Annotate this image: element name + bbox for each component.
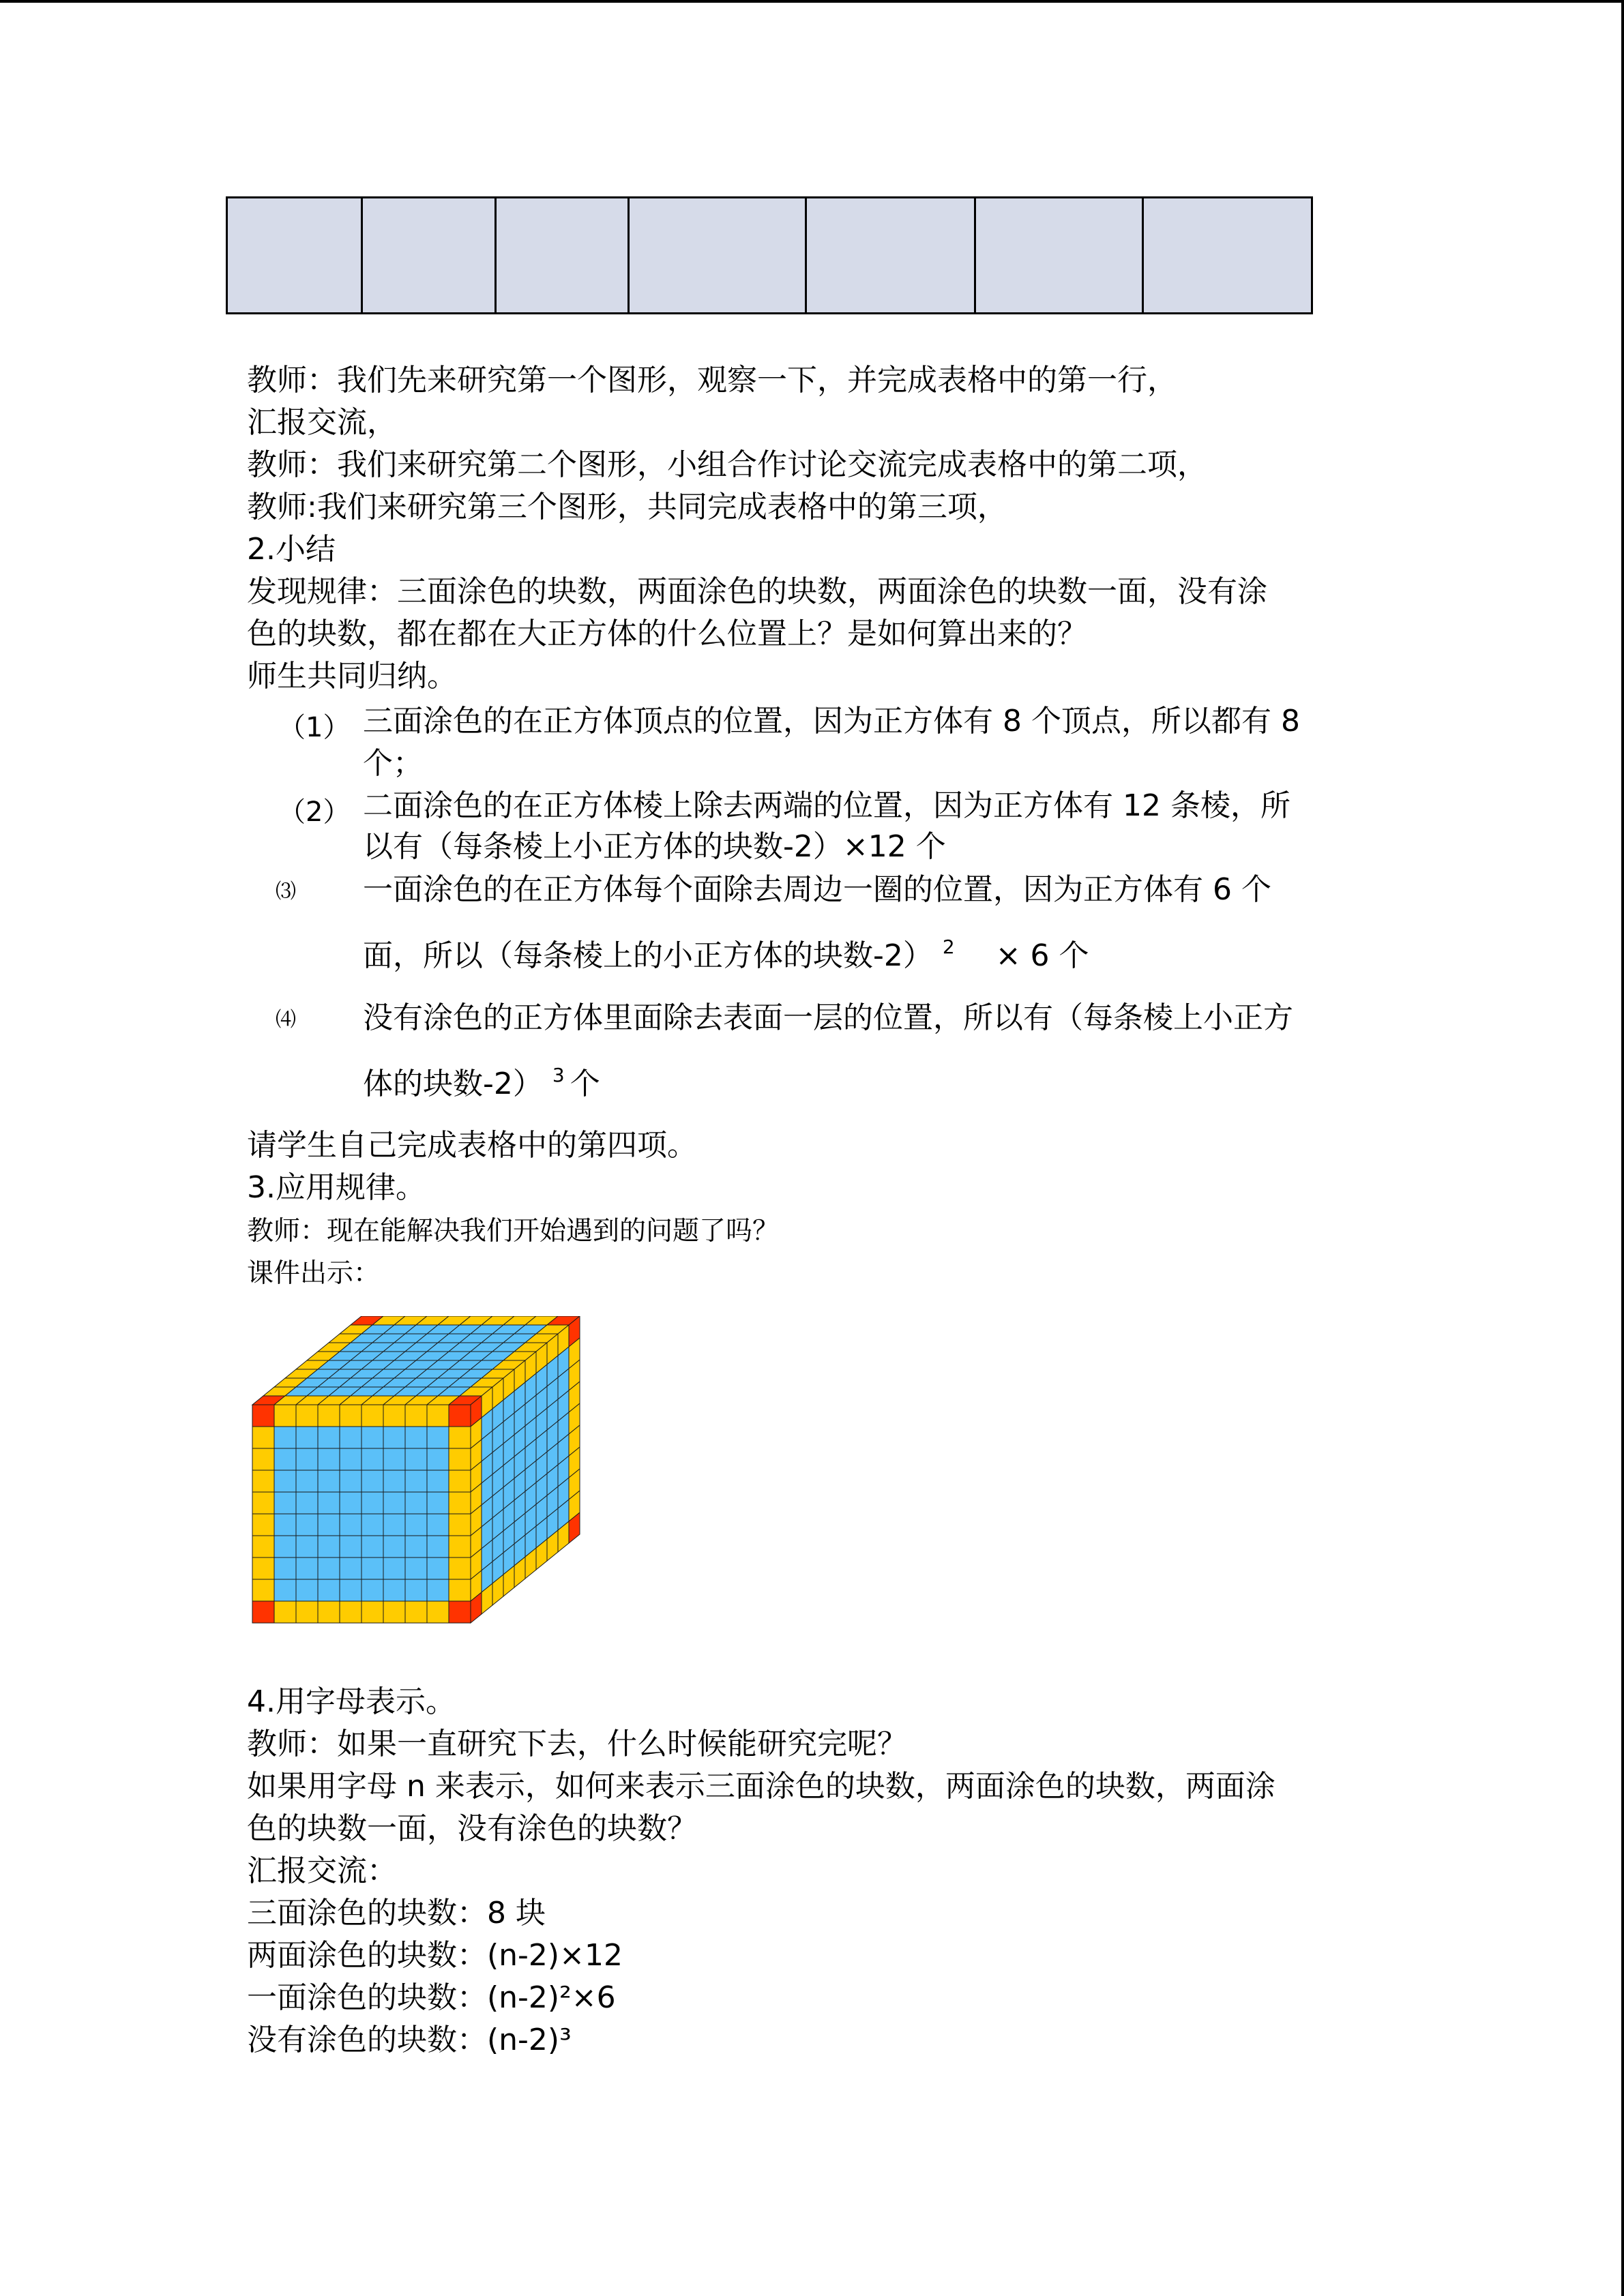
cube-front-square	[361, 1405, 383, 1427]
text-line: 汇报交流，	[247, 405, 397, 440]
cube-front-square	[318, 1579, 340, 1601]
section-heading: 3.应用规律。	[247, 1170, 426, 1205]
text-line: 教师:我们来研究第三个图形，共同完成表格中的第三项，	[247, 490, 1007, 524]
cube-front-square	[405, 1557, 427, 1579]
cube-front-square	[252, 1427, 274, 1448]
cube-front-square	[383, 1448, 405, 1470]
text-line: 两面涂色的块数：(n-2)×12	[247, 1938, 623, 1973]
cube-front-square	[383, 1492, 405, 1514]
cube-front-square	[427, 1492, 449, 1514]
section-heading: 4.用字母表示。	[247, 1684, 456, 1719]
cube-front-square	[252, 1536, 274, 1557]
cube-front-square	[449, 1601, 471, 1623]
cube-front-square	[340, 1492, 361, 1514]
list-item-text-tail: × 6 个	[995, 938, 1089, 973]
cube-front-square	[252, 1470, 274, 1492]
cube-front-square	[405, 1536, 427, 1557]
table-cell	[807, 198, 976, 312]
text-line: 教师：我们先来研究第一个图形，观察一下，并完成表格中的第一行，	[247, 363, 1177, 398]
cube-front-square	[383, 1601, 405, 1623]
list-item-text-main: 体的块数-2）	[363, 1067, 543, 1101]
cube-front-square	[274, 1427, 296, 1448]
cube-front-square	[340, 1427, 361, 1448]
table-cell	[976, 198, 1144, 312]
cube-front-square	[340, 1557, 361, 1579]
section-heading: 2.小结	[247, 532, 336, 567]
text-line: 汇报交流：	[247, 1853, 397, 1888]
cube-front-square	[361, 1601, 383, 1623]
list-item-text: 以有（每条棱上小正方体的块数-2）×12 个	[363, 829, 946, 864]
page-top-border	[0, 0, 1624, 3]
cube-front-square	[405, 1492, 427, 1514]
page-right-border	[1621, 0, 1624, 2296]
cube-front-square	[340, 1536, 361, 1557]
cube-front-square	[361, 1492, 383, 1514]
cube-front-square	[296, 1427, 318, 1448]
cube-front-square	[383, 1470, 405, 1492]
cube-front-square	[318, 1601, 340, 1623]
cube-front-square	[405, 1470, 427, 1492]
list-item-text	[363, 936, 1089, 980]
cube-front-square	[427, 1514, 449, 1536]
table-cell	[363, 198, 496, 312]
cube-front-square	[274, 1514, 296, 1536]
cube-front-square	[274, 1448, 296, 1470]
cube-front-square	[296, 1579, 318, 1601]
cube-front-square	[274, 1557, 296, 1579]
cube-front-square	[318, 1427, 340, 1448]
cube-front-square	[340, 1470, 361, 1492]
table-cell	[228, 198, 363, 312]
text-line: 教师：如果一直研究下去，什么时候能研究完呢？	[247, 1727, 907, 1761]
text-line: 色的块数，都在都在大正方体的什么位置上？是如何算出来的？	[247, 616, 1087, 651]
cube-front-square	[296, 1470, 318, 1492]
list-number: （1）	[278, 712, 351, 743]
cube-front-square	[449, 1514, 471, 1536]
cube-front-square	[427, 1601, 449, 1623]
cube-front-square	[318, 1492, 340, 1514]
list-item-text: 三面涂色的在正方体顶点的位置，因为正方体有 8 个顶点，所以都有 8	[363, 704, 1300, 739]
superscript: 3	[552, 1064, 565, 1086]
cube-front-square	[405, 1579, 427, 1601]
list-item-text: 个；	[363, 746, 423, 781]
cube-front-square	[296, 1601, 318, 1623]
superscript: 2	[942, 936, 955, 958]
cube-front-square	[296, 1405, 318, 1427]
cube-front-square	[274, 1470, 296, 1492]
list-number: ⑷	[276, 1008, 296, 1032]
list-item-text-tail: 个	[570, 1067, 600, 1101]
cube-front-square	[449, 1427, 471, 1448]
list-number: ⑶	[276, 880, 296, 904]
cube-front-square	[427, 1557, 449, 1579]
text-line: 发现规律：三面涂色的块数，两面涂色的块数，两面涂色的块数一面，没有涂	[247, 574, 1267, 609]
blank-table-row	[226, 196, 1313, 314]
cube-front-square	[318, 1536, 340, 1557]
cube-front-square	[427, 1579, 449, 1601]
cube-front-square	[340, 1405, 361, 1427]
table-cell	[1144, 198, 1311, 312]
cube-front-square	[383, 1427, 405, 1448]
cube-front-square	[427, 1448, 449, 1470]
cube-front-square	[405, 1601, 427, 1623]
cube-front-square	[427, 1536, 449, 1557]
cube-front-square	[340, 1448, 361, 1470]
cube-front-square	[318, 1448, 340, 1470]
cube-front-square	[274, 1601, 296, 1623]
text-line: 没有涂色的块数：(n-2)³	[247, 2023, 572, 2057]
cube-front-square	[296, 1514, 318, 1536]
list-item-text	[363, 1064, 600, 1108]
cube-front-square	[449, 1579, 471, 1601]
cube-front-square	[361, 1470, 383, 1492]
text-line: 三面涂色的块数：8 块	[247, 1896, 546, 1930]
cube-front-square	[252, 1448, 274, 1470]
list-item-text: 二面涂色的在正方体棱上除去两端的位置，因为正方体有 12 条棱，所	[363, 788, 1290, 823]
cube-front-square	[296, 1557, 318, 1579]
cube-front-square	[274, 1405, 296, 1427]
cube-front-square	[427, 1427, 449, 1448]
cube-front-square	[296, 1492, 318, 1514]
cube-front-square	[274, 1536, 296, 1557]
cube-front-square	[340, 1514, 361, 1536]
cube-front-square	[340, 1579, 361, 1601]
list-item-text: 一面涂色的在正方体每个面除去周边一圈的位置，因为正方体有 6 个	[363, 872, 1271, 907]
cube-front-square	[318, 1470, 340, 1492]
list-number: （2）	[278, 796, 351, 828]
cube-front-square	[405, 1427, 427, 1448]
painted-cube-figure	[247, 1316, 602, 1657]
text-line: 如果用字母 n 来表示，如何来表示三面涂色的块数，两面涂色的块数，两面涂	[247, 1769, 1275, 1804]
table-cell	[630, 198, 807, 312]
cube-front-square	[274, 1492, 296, 1514]
cube-front-square	[449, 1470, 471, 1492]
text-line: 教师：我们来研究第二个图形，小组合作讨论交流完成表格中的第二项，	[247, 447, 1207, 482]
list-item-text-main: 面，所以（每条棱上的小正方体的块数-2）	[363, 938, 933, 973]
cube-front-square	[252, 1492, 274, 1514]
cube-front-square	[383, 1557, 405, 1579]
cube-front-square	[361, 1536, 383, 1557]
cube-front-square	[449, 1557, 471, 1579]
cube-front-square	[449, 1448, 471, 1470]
cube-front-square	[252, 1579, 274, 1601]
cube-front-square	[252, 1405, 274, 1427]
cube-front-square	[361, 1427, 383, 1448]
cube-front-square	[296, 1448, 318, 1470]
cube-front-square	[361, 1448, 383, 1470]
cube-front-square	[361, 1557, 383, 1579]
cube-front-square	[383, 1536, 405, 1557]
cube-front-square	[252, 1557, 274, 1579]
text-line: 师生共同归纳。	[247, 659, 457, 694]
cube-front-square	[361, 1514, 383, 1536]
text-line: 教师：现在能解决我们开始遇到的问题了吗？	[247, 1216, 780, 1247]
text-line: 色的块数一面，没有涂色的块数？	[247, 1811, 697, 1846]
cube-front-square	[405, 1448, 427, 1470]
table-cell	[497, 198, 630, 312]
cube-front-square	[383, 1579, 405, 1601]
cube-front-square	[383, 1514, 405, 1536]
cube-front-square	[383, 1405, 405, 1427]
cube-front-square	[405, 1514, 427, 1536]
cube-front-square	[318, 1557, 340, 1579]
cube-front-square	[296, 1536, 318, 1557]
cube-front-square	[318, 1514, 340, 1536]
cube-front-square	[449, 1405, 471, 1427]
cube-front-square	[318, 1405, 340, 1427]
text-line: 一面涂色的块数：(n-2)²×6	[247, 1980, 616, 2015]
text-line: 请学生自己完成表格中的第四项。	[247, 1128, 697, 1163]
cube-front-square	[252, 1601, 274, 1623]
cube-front-square	[449, 1536, 471, 1557]
cube-front-square	[427, 1405, 449, 1427]
cube-front-square	[405, 1405, 427, 1427]
cube-front-square	[449, 1492, 471, 1514]
cube-front-square	[340, 1601, 361, 1623]
cube-front-square	[274, 1579, 296, 1601]
cube-front-square	[252, 1514, 274, 1536]
cube-front-square	[427, 1470, 449, 1492]
list-item-text: 没有涂色的正方体里面除去表面一层的位置，所以有（每条棱上小正方	[363, 1000, 1293, 1035]
text-line: 课件出示：	[247, 1258, 381, 1289]
cube-front-square	[361, 1579, 383, 1601]
